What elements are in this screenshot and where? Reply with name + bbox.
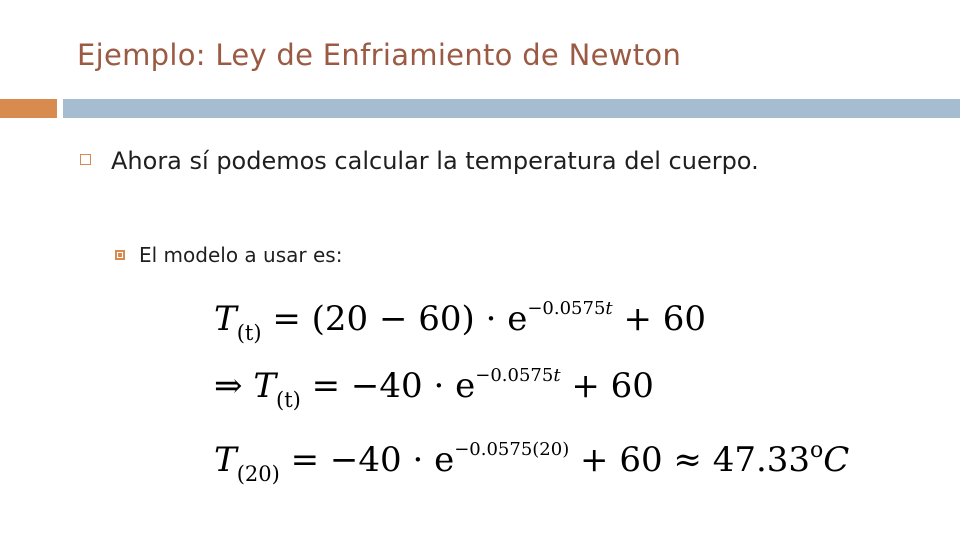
hollow-square-icon — [80, 154, 91, 165]
accent-bar-orange — [0, 99, 57, 118]
accent-bar-blue — [63, 99, 960, 118]
bullet-level-2 — [115, 240, 342, 270]
eq2-exponent-num: −0.0575 — [475, 365, 554, 386]
eq1-rhs-after: + 60 — [623, 299, 707, 339]
eq1-lhs-var: T — [214, 299, 237, 339]
eq3-lhs-var: T — [214, 440, 237, 480]
equation-2 — [214, 365, 654, 412]
eq1-exponent-num: −0.0575 — [527, 298, 606, 319]
bullet-level-1-text: Ahora sí podemos calcular la temperatura del cuerpo. — [111, 147, 759, 175]
eq3-rhs-before: = −40 · e — [290, 440, 455, 480]
eq2-lhs-sub: (t) — [276, 388, 301, 412]
equation-3 — [214, 438, 849, 486]
bullet-level-1 — [80, 141, 840, 181]
eq1-exponent-var: t — [605, 298, 613, 319]
eq2-rhs-after: + 60 — [571, 366, 654, 406]
equation-1 — [214, 298, 706, 345]
filled-square-icon — [115, 250, 125, 260]
eq3-degree: o — [810, 438, 824, 463]
eq2-exponent-var: t — [553, 365, 561, 386]
eq2-lhs-var: T — [253, 366, 276, 406]
eq1-lhs-sub: (t) — [236, 321, 262, 345]
eq3-unit: C — [823, 440, 850, 480]
eq3-lhs-sub: (20) — [236, 462, 280, 486]
eq3-rhs-after: + 60 ≈ 47.33 — [580, 440, 811, 480]
eq2-implies: ⇒ — [214, 366, 243, 406]
eq2-rhs-before: = −40 · e — [311, 366, 476, 406]
eq3-exponent: −0.0575(20) — [454, 439, 570, 460]
bullet-level-2-text: El modelo a usar es: — [139, 243, 343, 267]
eq1-rhs-before: = (20 − 60) · e — [272, 299, 528, 339]
slide-title: Ejemplo: Ley de Enfriamiento de Newton — [77, 38, 682, 72]
